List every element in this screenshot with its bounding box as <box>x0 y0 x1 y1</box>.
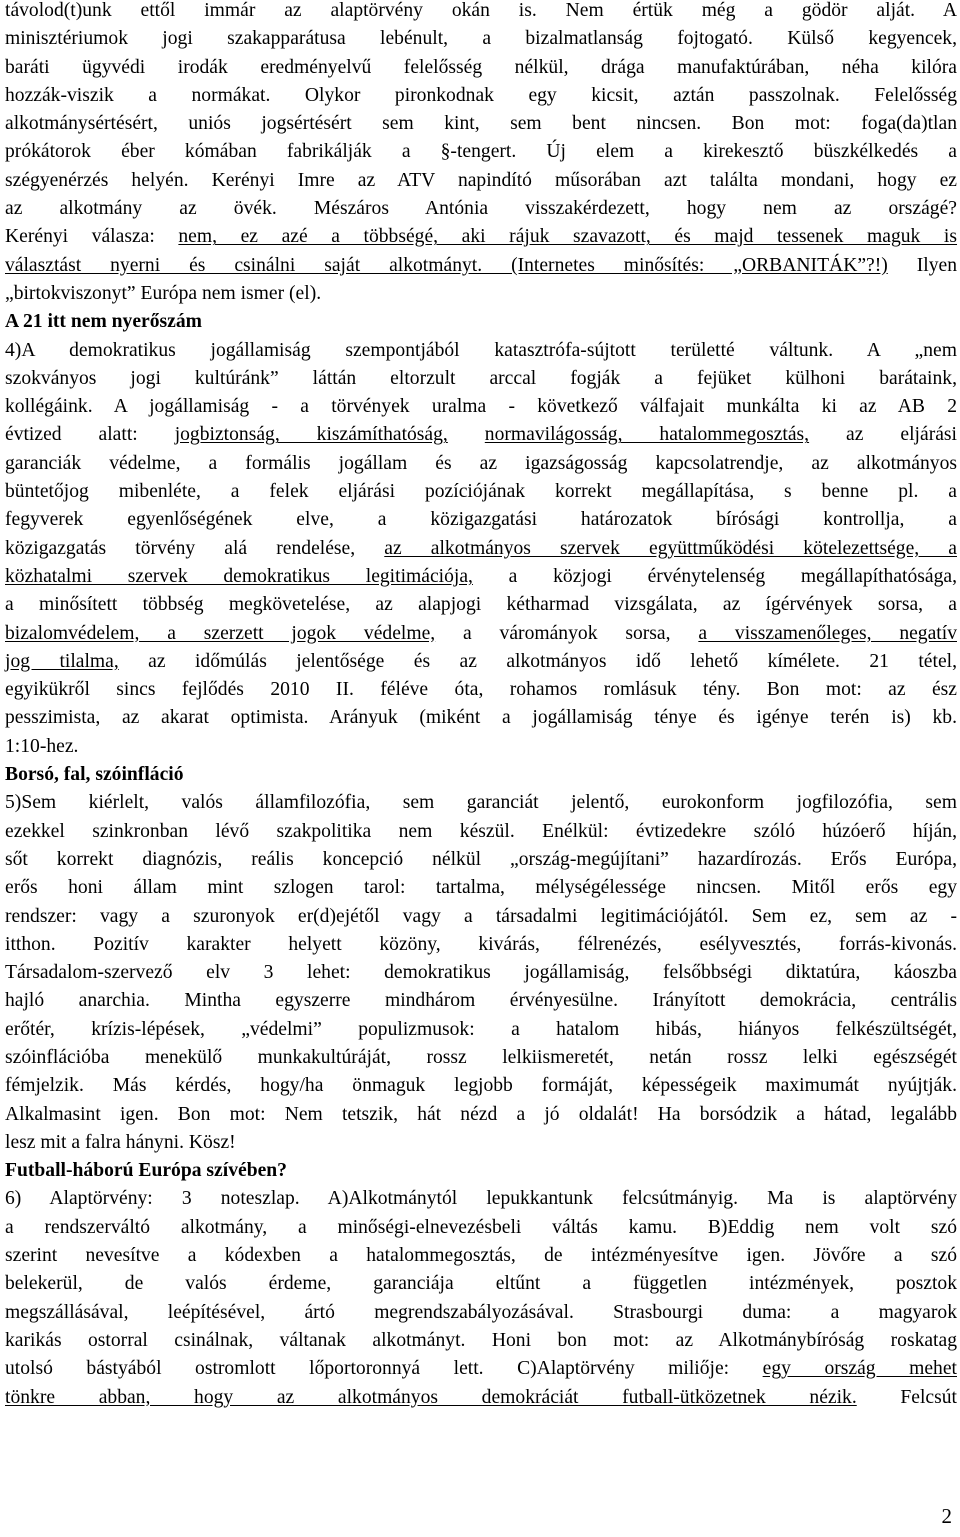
section-heading: Borsó, fal, szóinfláció <box>5 764 184 786</box>
text-line: hozzák-viszik a normákat. Olykor pironkodnak egy kicsit, aztán passzolnak. Felelősség <box>5 84 957 106</box>
paragraph-5 <box>5 789 957 1157</box>
paragraph-6 <box>5 1185 957 1411</box>
underlined-term: jog tilalma, <box>5 650 119 672</box>
text-line <box>5 421 957 449</box>
text-line: megszállásával, leépítésével, ártó megrendszabályozásával. Strasbourgi duma: a magyarok <box>5 1301 957 1323</box>
underlined-term: közhatalmi szervek demokratikus legitimációja, <box>5 565 473 587</box>
text-line: Társadalom-szervező elv 3 lehet: demokratikus jogállamiság, felsőbbségi diktatúra, káoszba <box>5 962 957 984</box>
text-line: 6) Alaptörvény: 3 noteszlap. A)Alkotmánytól lepukkantunk felcsútmányig. Ma is alaptörvény <box>5 1188 957 1210</box>
text-line: szóinflációba menekülő munkakultúráját, rossz lelkiismeretét, netán rossz lelki egészségét <box>5 1046 957 1068</box>
text-line: a rendszerváltó alkotmány, a minőségi-elnevezésbeli váltás kamu. B)Eddig nem volt szó <box>5 1216 957 1238</box>
text-line: az alkotmány az övék. Mészáros Antónia visszakérdezett, hogy nem az országé? <box>5 198 957 220</box>
text-segment: az időmúlás jelentősége és az alkotmányos idő lehető kímélete. 21 tétel, <box>118 650 957 672</box>
text-line: erőtér, krízis-lépések, „védelmi” populizmusok: a hatalom hibás, hiányos felkészültségét, <box>5 1018 957 1040</box>
text-line: pesszimista, az akarat optimista. Arányuk (miként a jogállamiság ténye és igénye terén is) kb. <box>5 707 957 729</box>
underlined-quote: nem, ez azé a többségé, aki rájuk szavazott, és majd tessenek maguk is <box>178 226 958 248</box>
text-line <box>5 1355 957 1383</box>
text-line: rendszer: vagy a szuronyok er(d)ejétől vagy a társadalmi legitimációjától. Sem ez, sem az - <box>5 905 957 927</box>
text-line: fegyverek egyenlőségének elve, a közigazgatási határozatok bírósági kontrollja, a <box>5 509 957 531</box>
text-line: Alkalmasint igen. Bon mot: Nem tetszik, hát nézd a jó oldalát! Ha borsódzik a hátad, legalább <box>5 1103 957 1125</box>
underlined-quote: választást nyerni és csinálni saját alkotmányt. (Internetes minősítés: „ORBANITÁK”?!) <box>5 254 888 276</box>
text-line: baráti ügyvédi irodák eredményelvű felelősség nélkül, drága manufaktúrában, néha kilóra <box>5 56 957 78</box>
text-segment: Kerényi válasza: <box>5 226 179 248</box>
underlined-term: a visszamenőleges, negatív <box>698 622 957 644</box>
text-line: alkotmánysértésért, uniós jogsértésért sem kint, sem bent nincsen. Bon mot: foga(da)tlan <box>5 113 957 135</box>
text-line: itthon. Pozitív karakter helyett közöny, kivárás, félrenézés, esélyvesztés, forrás-kivonás. <box>5 933 957 955</box>
page-number: 2 <box>941 1504 952 1528</box>
text-line: büntetőjog mibenléte, a felek eljárási pozíciójának korrekt megállapítása, s benne pl. a <box>5 481 957 503</box>
text-line: erős honi állam mint szlogen tarol: tartalma, mélységélessége nincsen. Mitől erős egy <box>5 877 957 899</box>
text-line: ezekkel szinkronban lévő szakpolitika nem készül. Enélkül: évtizedekre szóló húzóerő híján, <box>5 820 957 842</box>
text-line <box>5 648 957 676</box>
text-line: garanciák védelme, a formális jogállam és az igazságosság kapcsolatrendje, az alkotmányos <box>5 452 957 474</box>
text-line: szokványos jogi kultúránk” láttán eltorzult arccal fogják a fejüket külhoni barátaink, <box>5 367 957 389</box>
text-line: minisztériumok jogi szakapparátusa lebénult, a bizalmatlanság fojtogató. Külső kegyencek, <box>5 28 957 50</box>
paragraph-intro <box>5 0 957 308</box>
section-heading: Futball-háború Európa szívében? <box>5 1160 287 1182</box>
text-line: egyikükről sincs fejlődés 2010 II. féléve óta, rohamos romlásuk tény. Bon mot: az ész <box>5 679 957 701</box>
text-line: karikás ostorral csinálnak, váltanak alkotmányt. Honi bon mot: az Alkotmánybíróság roskatag <box>5 1329 957 1351</box>
text-line: szerint nevesítve a kódexben a hatalommegosztás, de intézményesítve igen. Jövőre a szó <box>5 1245 957 1267</box>
text-line: távolod(t)unk ettől immár az alaptörvény okán is. Nem értük még a gödör alját. A <box>5 0 957 21</box>
text-line <box>5 563 957 591</box>
text-line: sőt korrekt diagnózis, reális koncepció nélkül „ország-megújítani” hazardírozás. Erős Európa, <box>5 848 957 870</box>
text-segment: Ilyen <box>887 254 957 276</box>
text-line: prókátorok éber kómában fabrikálják a §-tengert. Új elem a kirekesztő büszkélkedés a <box>5 141 957 163</box>
paragraph-4 <box>5 337 957 761</box>
text-line: fémjelzik. Más kérdés, hogy/ha önmaguk legjobb formáját, képességeik maximumát nyújtják. <box>5 1075 957 1097</box>
section-heading: A 21 itt nem nyerőszám <box>5 311 202 333</box>
text-line: szégyenérzés helyén. Kerényi Imre az ATV napindító műsorában azt találta mondani, hogy ez <box>5 169 957 191</box>
underlined-quote: tönkre abban, hogy az alkotmányos demokráciát futball-ütközetnek nézik. <box>5 1386 857 1408</box>
text-line: 5)Sem kiérlelt, valós államfilozófia, sem garanciát jelentő, eurokonform jogfilozófia, sem <box>5 792 957 814</box>
underlined-quote: egy ország mehet <box>762 1358 957 1380</box>
text-line <box>5 535 957 563</box>
underlined-term: normavilágosság, hatalommegosztás, <box>484 424 810 446</box>
text-line: „birtokviszonyt” Európa nem ismer (el). <box>5 282 322 304</box>
document-page <box>5 0 957 1412</box>
text-line <box>5 1384 957 1412</box>
text-segment: közigazgatás törvény alá rendelése, <box>5 537 385 559</box>
text-line: 4)A demokratikus jogállamiság szempontjából katasztrófa-sújtott területté váltunk. A „nem <box>5 339 957 361</box>
text-segment: évtized alatt: <box>5 424 175 446</box>
text-line: a minősített többség megkövetelése, az alapjogi kétharmad vizsgálata, az ígérvények sorsa, a <box>5 594 957 616</box>
text-segment: utolsó bástyából ostromlott lőportoronnyá lett. C)Alaptörvény miliője: <box>5 1358 763 1380</box>
text-line: kollégáink. A jogállamiság - a törvények uralma - következő válfajait munkálta ki az AB 2 <box>5 396 957 418</box>
text-line <box>5 252 957 280</box>
text-segment: a várományok sorsa, <box>435 622 699 644</box>
text-segment: Felcsút <box>856 1386 957 1408</box>
text-segment <box>448 424 485 445</box>
text-line <box>5 620 957 648</box>
text-segment: az eljárási <box>809 424 957 446</box>
text-line: hajló anarchia. Mintha egyszerre mindhárom érvényesülne. Irányított demokrácia, centrális <box>5 990 957 1012</box>
text-line: 1:10-hez. <box>5 735 79 757</box>
text-line: belekerül, de valós érdeme, garanciája eltűnt a független intézmények, posztok <box>5 1273 957 1295</box>
underlined-term: bizalomvédelem, a szerzett jogok védelme, <box>5 622 436 644</box>
text-line <box>5 223 957 251</box>
text-segment: a közjogi érvénytelenség megállapíthatósága, <box>472 565 958 587</box>
underlined-term: jogbiztonság, kiszámíthatóság, <box>174 424 448 446</box>
text-line: lesz mit a falra hányni. Kösz! <box>5 1131 236 1153</box>
underlined-term: az alkotmányos szervek együttműködési kötelezettsége, a <box>384 537 957 559</box>
